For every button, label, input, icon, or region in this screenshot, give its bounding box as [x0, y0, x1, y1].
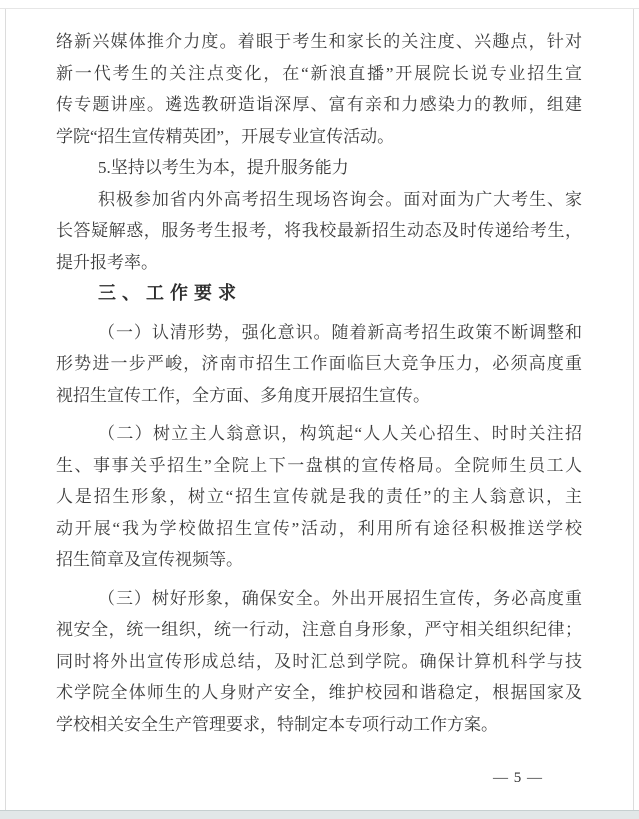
text-line: 人是招生形象，树立“招生宣传就是我的责任”的主人翁意识，主 [56, 487, 582, 506]
text-line: 学院“招生宣传精英团”，开展专业宣传活动。 [56, 126, 395, 146]
text-line: 同时将外出宣传形成总结，及时汇总到学院。确保计算机科学与技 [56, 651, 582, 671]
text-line: （三）树好形象，确保安全。外出开展招生宣传，务必高度重 [98, 588, 582, 608]
text-line: 生、事事关乎招生”全院上下一盘棋的宣传格局。全院师生员工人 [56, 455, 582, 475]
text-line: 视安全，统一组织，统一行动，注意自身形象，严守相关组织纪律； [56, 620, 582, 639]
text-line: 提升报考率。 [56, 252, 158, 272]
text-line: 积极参加省内外高考招生现场咨询会。面对面为广大考生、家 [98, 189, 582, 209]
text-line: 络新兴媒体推介力度。着眼于考生和家长的关注度、兴趣点，针对 [56, 32, 582, 51]
page-number: — 5 — [493, 770, 543, 786]
page-edge-top [0, 8, 639, 9]
page-edge-right [633, 9, 634, 810]
text-line: 视招生宣传工作，全方面、多角度开展招生宣传。 [56, 385, 430, 405]
text-line: 招生简章及宣传视频等。 [56, 550, 243, 569]
text-line: （二）树立主人翁意识，构筑起“人人关心招生、时时关注招 [98, 424, 582, 443]
text-line: 术学院全体师生的人身财产安全，维护校园和谐稳定，根据国家及 [56, 683, 582, 702]
text-line: 5.坚持以考生为本，提升服务能力 [98, 158, 349, 177]
text-line: 学校相关安全生产管理要求，特制定本专项行动工作方案。 [56, 714, 498, 734]
text-line: 传专题讲座。遴选教研造诣深厚、富有亲和力感染力的教师，组建 [56, 95, 582, 114]
document-body [56, 26, 582, 740]
page-edge-bottom [0, 810, 639, 819]
page-edge-left [5, 9, 6, 810]
text-line: 长答疑解惑，服务考生报考，将我校最新招生动态及时传递给考生， [56, 221, 582, 240]
section-heading: 三、工作要求 [98, 283, 242, 303]
text-line: 形势进一步严峻，济南市招生工作面临巨大竞争压力，必须高度重 [56, 354, 582, 373]
text-line: 新一代考生的关注点变化，在“新浪直播”开展院长说专业招生宣 [56, 63, 582, 83]
text-line: 动开展“我为学校做招生宣传”活动，利用所有途径积极推送学校 [56, 518, 582, 538]
text-line: （一）认清形势，强化意识。随着新高考招生政策不断调整和 [98, 322, 582, 342]
